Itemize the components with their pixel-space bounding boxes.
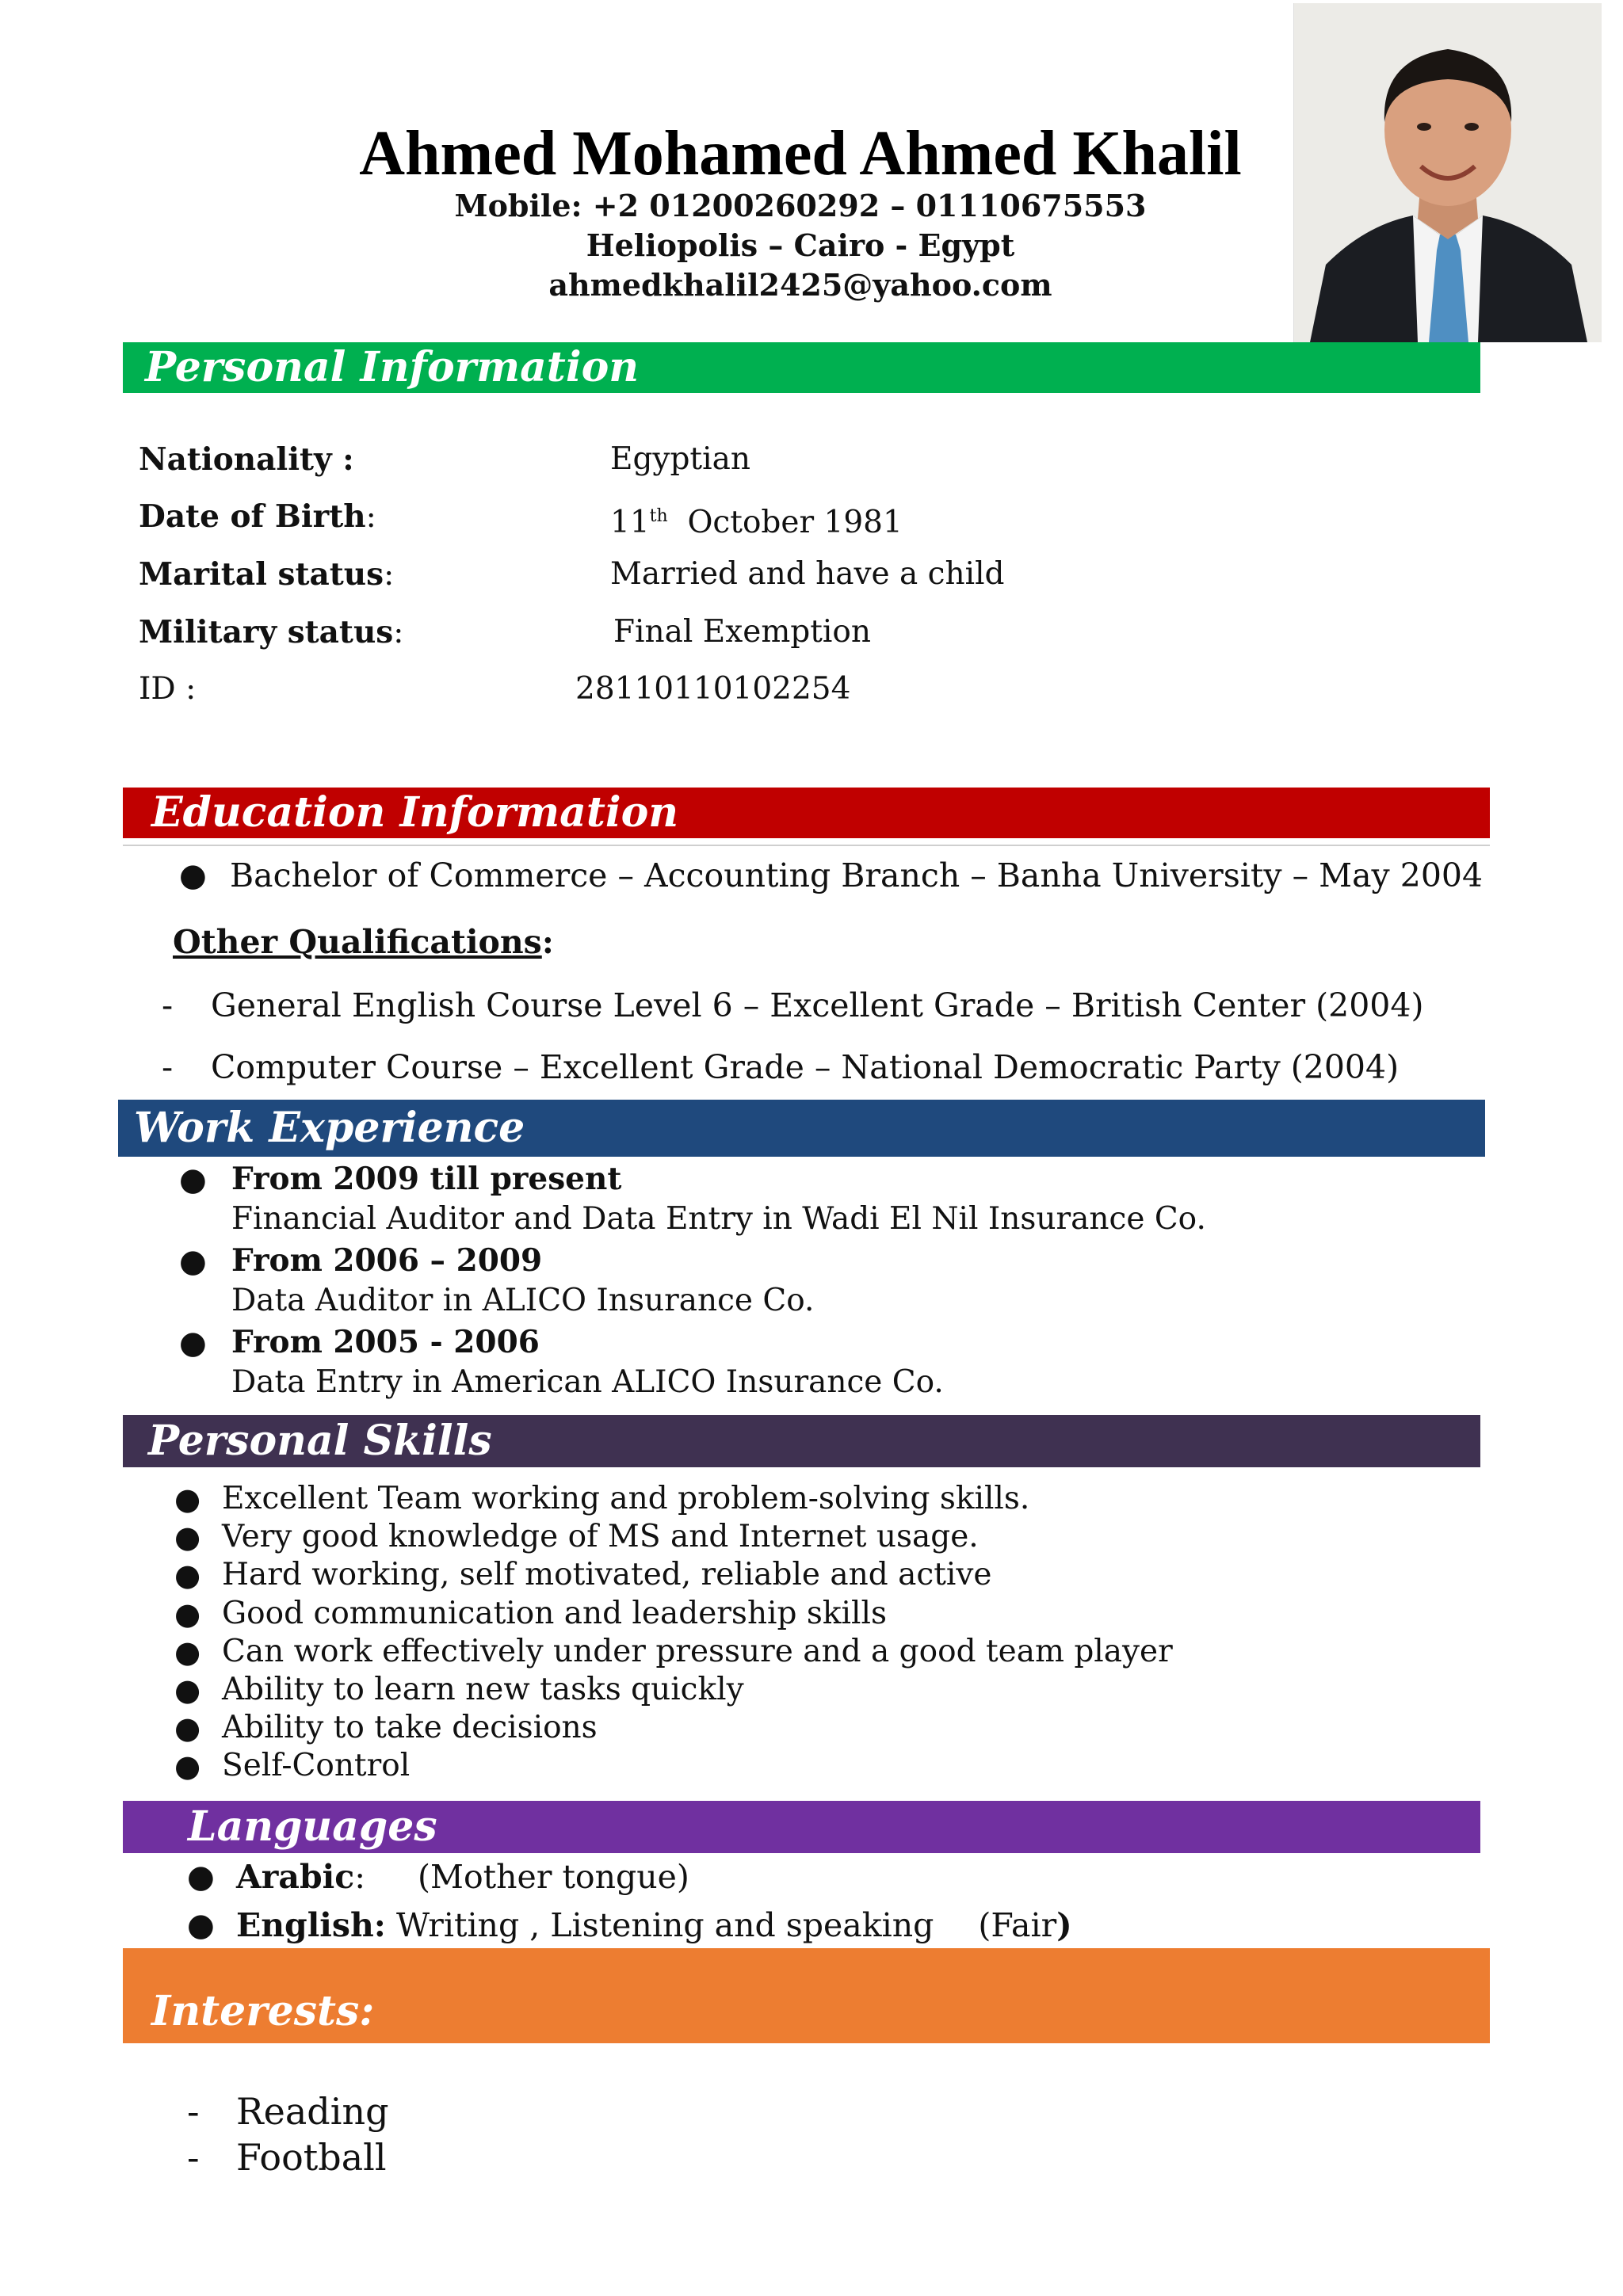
dash-icon: - — [162, 1047, 174, 1086]
language-english: English: Writing , Listening and speaking (Fair) — [236, 1906, 1072, 1944]
section-personal-skills: Personal Skills — [123, 1415, 1480, 1467]
label-id: ID : — [139, 671, 197, 707]
bullet-icon: ● — [187, 1859, 215, 1895]
dash-icon: - — [162, 986, 174, 1024]
label-marital: Marital status: — [139, 556, 395, 593]
dash-icon: - — [187, 2136, 200, 2179]
value-military: Final Exemption — [613, 614, 872, 650]
other-qualifications-title: Other Qualifications: — [173, 923, 554, 961]
interest-item: Football — [236, 2136, 387, 2179]
label-nationality: Nationality : — [139, 441, 354, 478]
interest-item: Reading — [236, 2090, 389, 2133]
work-role: Data Auditor in ALICO Insurance Co. — [231, 1283, 815, 1318]
skill-item: Excellent Team working and problem-solving skills. — [222, 1481, 1030, 1516]
education-divider — [123, 845, 1490, 846]
language-arabic: Arabic: (Mother tongue) — [236, 1858, 689, 1896]
profile-photo — [1293, 3, 1602, 342]
skill-item: Hard working, self motivated, reliable and active — [222, 1557, 992, 1592]
skill-item: Self-Control — [222, 1748, 411, 1783]
qualification-item: General English Course Level 6 – Excellent Grade – British Center (2004) — [211, 986, 1424, 1024]
bullet-icon: ● — [174, 1749, 201, 1783]
value-id: 28110110102254 — [575, 671, 851, 707]
bullet-icon: ● — [179, 857, 207, 894]
work-role: Data Entry in American ALICO Insurance Co. — [231, 1364, 944, 1400]
skill-item: Ability to take decisions — [222, 1710, 598, 1745]
bullet-icon: ● — [179, 1243, 207, 1280]
bullet-icon: ● — [179, 1325, 207, 1361]
section-interests: Interests: — [123, 1948, 1490, 2043]
work-period: From 2005 - 2006 — [231, 1324, 540, 1360]
section-personal-information: Personal Information — [123, 342, 1480, 393]
education-degree: Bachelor of Commerce – Accounting Branch – Banha University – May 2004 — [230, 856, 1484, 894]
label-military: Military status: — [139, 614, 404, 650]
bullet-icon: ● — [174, 1520, 201, 1554]
value-nationality: Egyptian — [610, 441, 750, 477]
section-languages: Languages — [123, 1801, 1480, 1853]
bullet-icon: ● — [174, 1596, 201, 1631]
qualification-item: Computer Course – Excellent Grade – National Democratic Party (2004) — [211, 1048, 1400, 1086]
bullet-icon: ● — [187, 1907, 215, 1943]
skill-item: Good communication and leadership skills — [222, 1596, 887, 1631]
section-work-experience: Work Experience — [118, 1100, 1485, 1157]
skill-item: Very good knowledge of MS and Internet usage. — [222, 1519, 979, 1554]
skill-item: Ability to learn new tasks quickly — [222, 1672, 744, 1707]
work-period: From 2006 – 2009 — [231, 1242, 543, 1279]
bullet-icon: ● — [174, 1558, 201, 1592]
candidate-name: Ahmed Mohamed Ahmed Khalil — [359, 119, 1242, 189]
bullet-icon: ● — [174, 1672, 201, 1707]
bullet-icon: ● — [179, 1161, 207, 1198]
bullet-icon: ● — [174, 1634, 201, 1669]
value-dob: 11th October 1981 — [610, 505, 903, 540]
contact-address: Heliopolis – Cairo - Egypt — [586, 227, 1015, 263]
contact-email[interactable]: ahmedkhalil2425@yahoo.com — [548, 267, 1052, 303]
section-education-information: Education Information — [123, 788, 1490, 838]
dash-icon: - — [187, 2090, 200, 2133]
label-dob: Date of Birth: — [139, 498, 376, 535]
work-role: Financial Auditor and Data Entry in Wadi El Nil Insurance Co. — [231, 1201, 1206, 1237]
work-period: From 2009 till present — [231, 1161, 622, 1197]
bullet-icon: ● — [174, 1711, 201, 1745]
contact-mobile: Mobile: +2 01200260292 – 01110675553 — [454, 188, 1147, 223]
bullet-icon: ● — [174, 1482, 201, 1516]
skill-item: Can work effectively under pressure and a good team player — [222, 1634, 1173, 1669]
value-marital: Married and have a child — [610, 556, 1005, 592]
